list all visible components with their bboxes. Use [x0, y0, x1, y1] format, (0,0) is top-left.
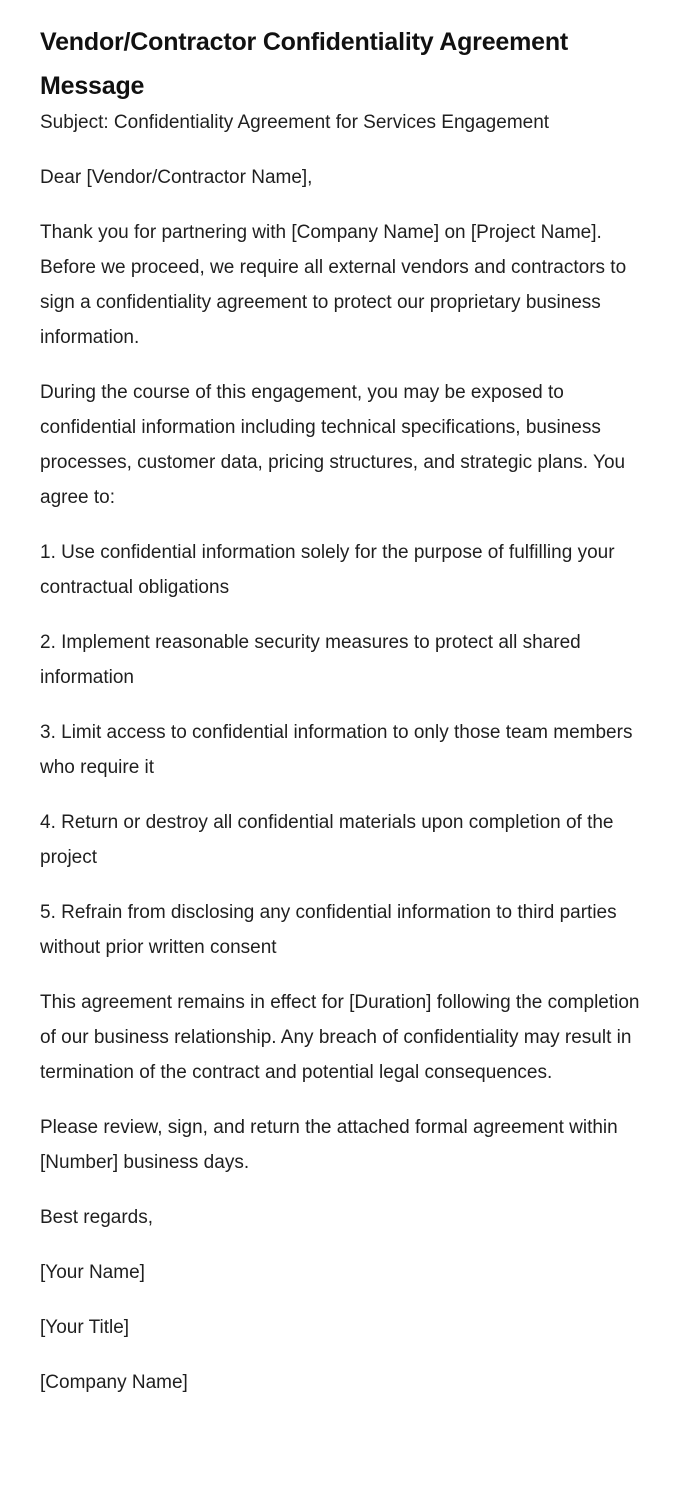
subject-line: Subject: Confidentiality Agreement for Services Engagement: [40, 112, 550, 133]
exposure-paragraph: During the course of this engagement, you may be exposed to confidential information including technical specifications, business processes, customer data, pricing structures, and strategic plans. You agree to:: [40, 382, 626, 508]
intro-paragraph: Thank you for partnering with [Company Name] on [Project Name]. Before we proceed, we require all external vendors and contractors to sign a confidentiality agreement to protect our proprietary business information.: [40, 222, 627, 348]
salutation: Dear [Vendor/Contractor Name],: [40, 167, 313, 188]
closing-line: Best regards,: [40, 1207, 153, 1228]
obligation-item-3: 3. Limit access to confidential information to only those team members who require it: [40, 722, 633, 778]
signature-title: [Your Title]: [40, 1317, 130, 1338]
obligation-item-5: 5. Refrain from disclosing any confidential information to third parties without prior written consent: [40, 902, 617, 958]
duration-paragraph: This agreement remains in effect for [Duration] following the completion of our business relationship. Any breach of confidentiality may result in termination of the contract and potential legal consequences.: [40, 992, 640, 1083]
document-title: Vendor/Contractor Confidentiality Agreement Message: [40, 28, 569, 100]
request-paragraph: Please review, sign, and return the attached formal agreement within [Number] business days.: [40, 1117, 618, 1173]
obligation-item-4: 4. Return or destroy all confidential materials upon completion of the project: [40, 812, 614, 868]
signature-company: [Company Name]: [40, 1372, 188, 1393]
signature-name: [Your Name]: [40, 1262, 145, 1283]
obligation-item-2: 2. Implement reasonable security measures to protect all shared information: [40, 632, 581, 688]
obligation-item-1: 1. Use confidential information solely for the purpose of fulfilling your contractual obligations: [40, 542, 615, 598]
